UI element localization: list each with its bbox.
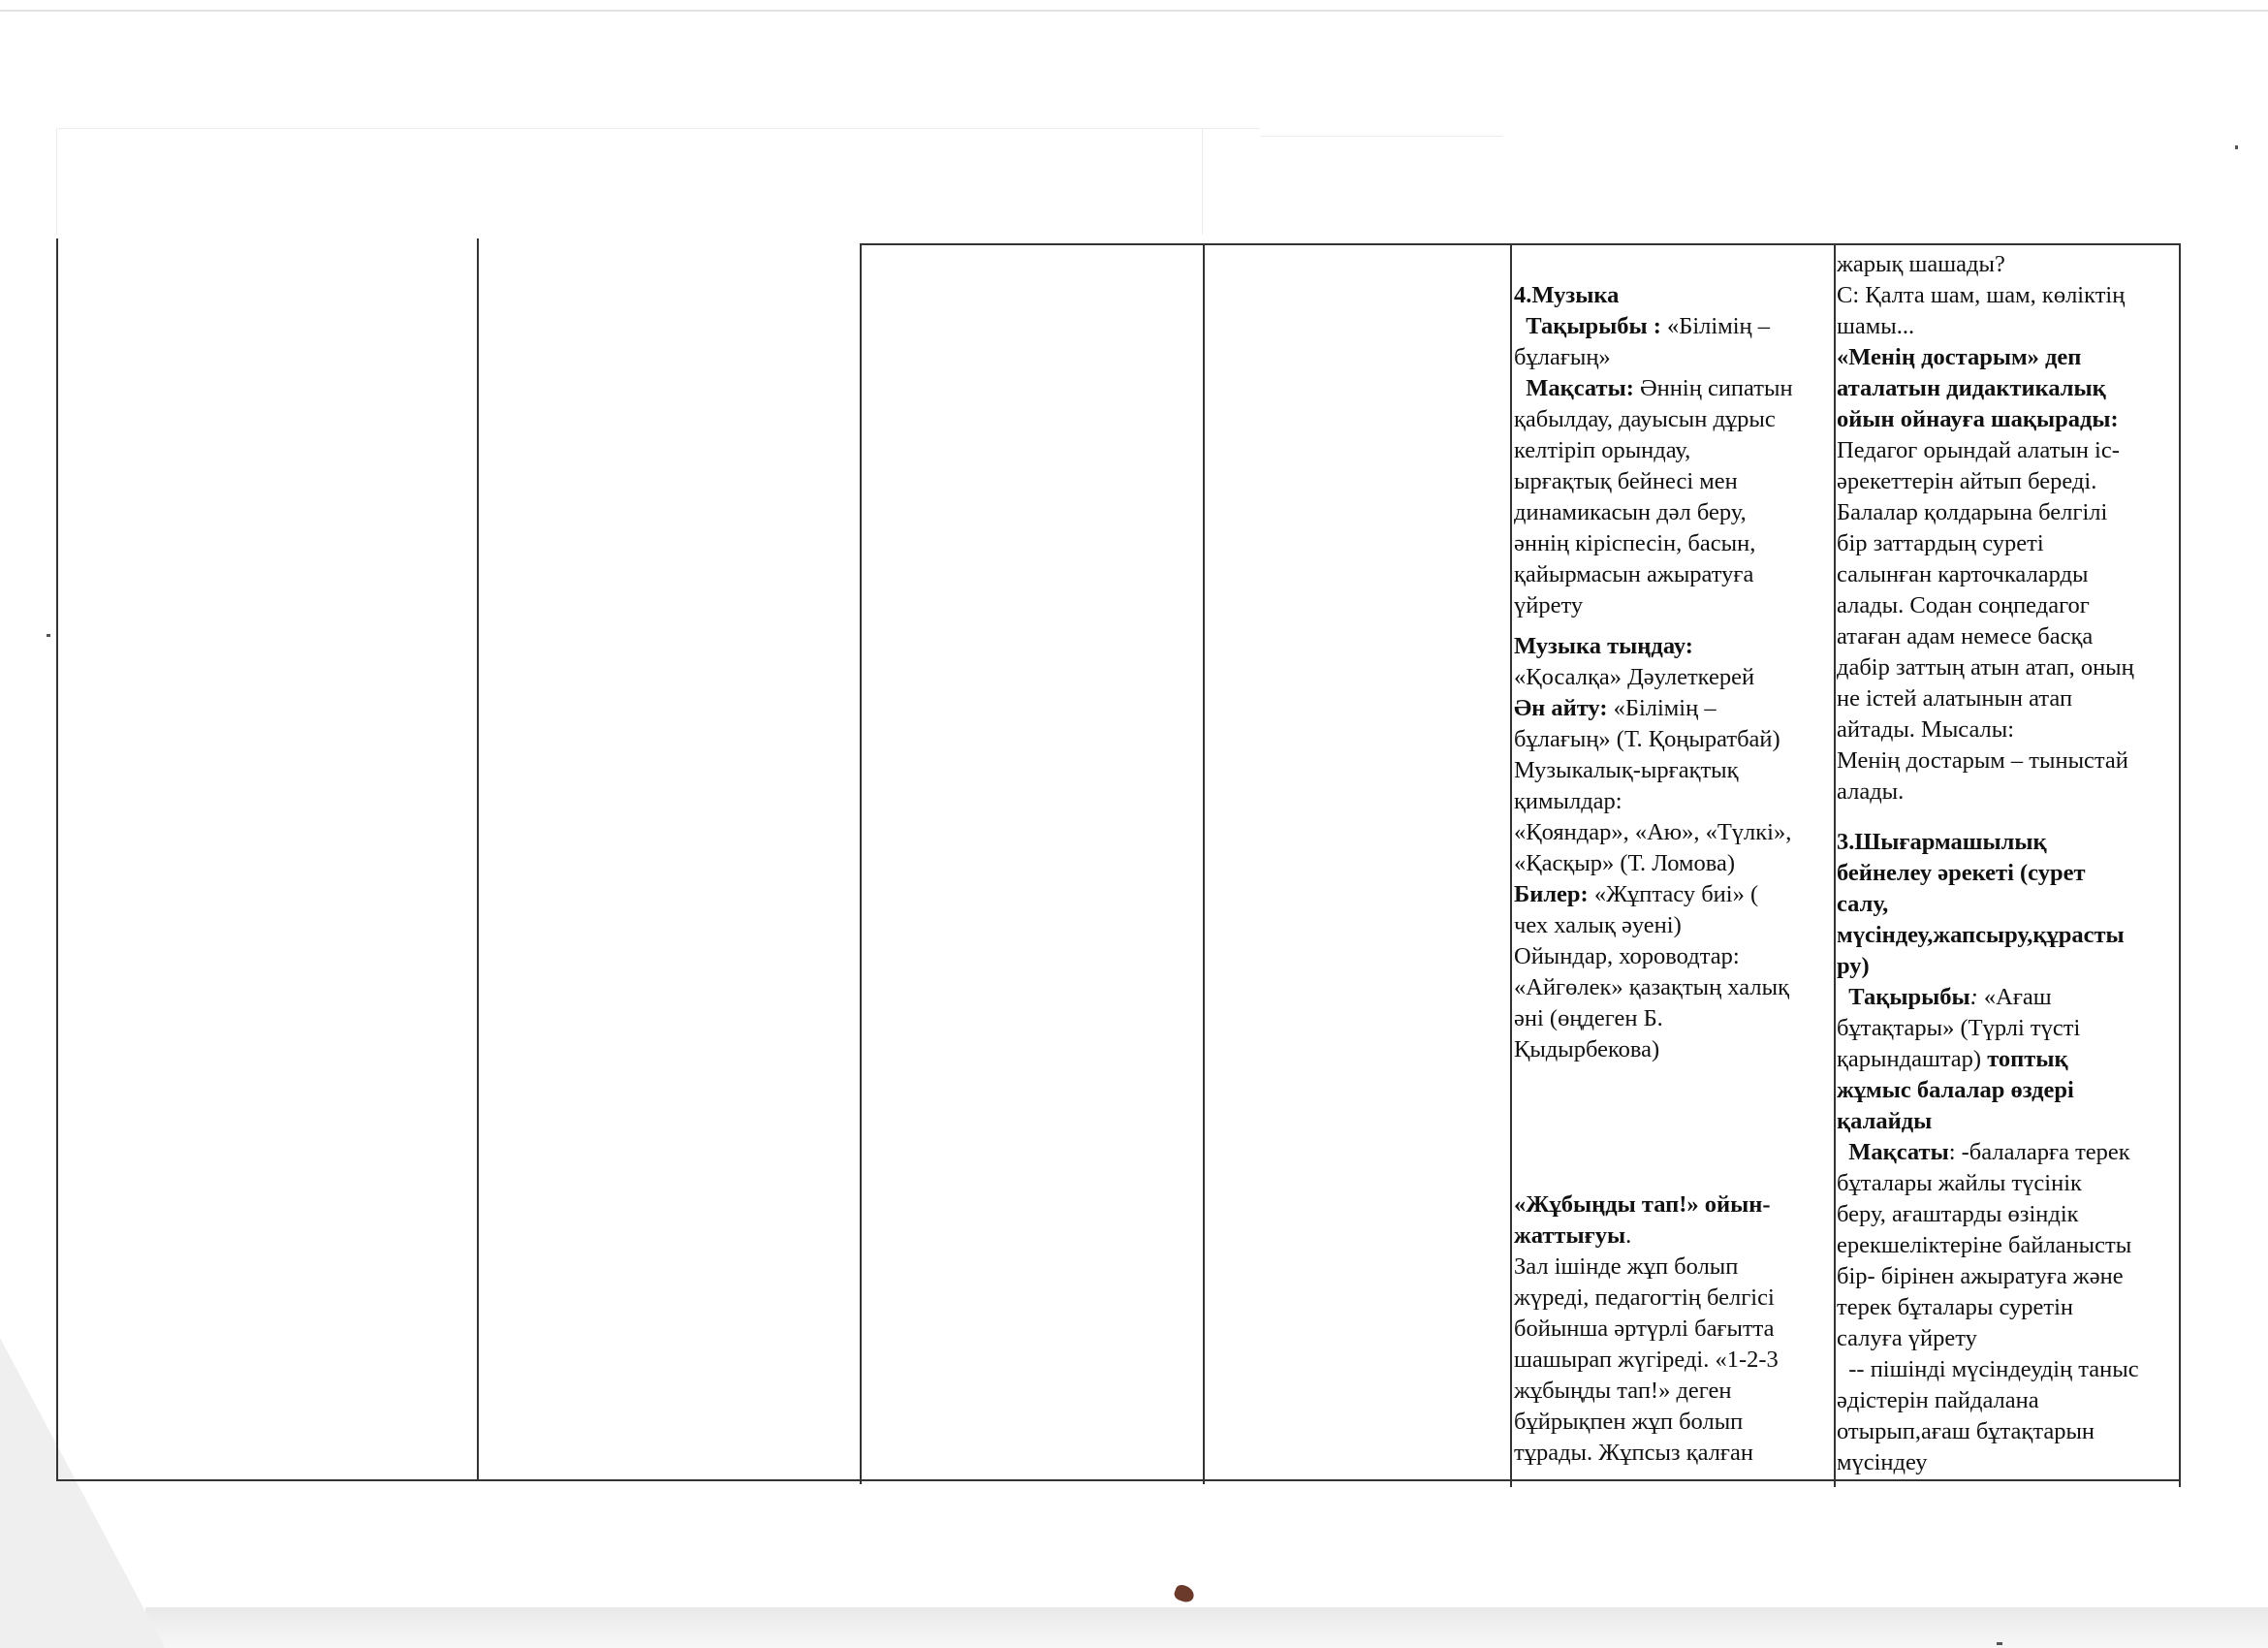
activities-plan-cell — [1837, 249, 2139, 1478]
art-heading-line: бейнелеу әрекеті (сурет — [1837, 860, 2086, 886]
table-column-divider — [1203, 243, 1205, 1484]
singing-value: «Білімің – — [1613, 695, 1717, 721]
table-bottom-border — [56, 1479, 2181, 1481]
table-column-divider — [1510, 243, 1512, 1487]
exercise-title-dot: . — [1625, 1222, 1632, 1249]
game-line: атаған адам немесе басқа — [1837, 623, 2094, 650]
art-topic-colon: : — [1969, 984, 1978, 1010]
exercise-line: Зал ішінде жұп болып — [1514, 1253, 1739, 1280]
art-heading-line: салу, — [1837, 891, 1889, 917]
game-line: салынған карточкаларды — [1837, 561, 2089, 587]
art-goal-label: Мақсаты — [1848, 1139, 1949, 1165]
game-line: алады. Содан соңпедагог — [1837, 592, 2090, 618]
dance-value-continued: чех халық әуені) — [1514, 912, 1682, 938]
topic-value: «Білімің – — [1667, 313, 1770, 339]
table-column-divider — [1834, 245, 1836, 1487]
game-line: не істей алатынын атап — [1837, 685, 2073, 712]
art-topic-line: бұтақтары» (Түрлі түсті — [1837, 1015, 2081, 1041]
singing-value-continued: бұлағың» (Т. Қоңыратбай) — [1514, 726, 1780, 752]
goal-text-line: қабылдау, дауысын дұрыс — [1514, 406, 1776, 432]
art-group-line: жұмыс балалар өздері — [1837, 1077, 2074, 1103]
games-line: Ойындар, хороводтар: — [1514, 943, 1740, 969]
art-goal-line: салуға үйрету — [1837, 1325, 1977, 1351]
art-goal-line: -- пішінді мүсіндеудің таныс — [1837, 1356, 2139, 1382]
table-border-right — [2179, 245, 2181, 1487]
music-heading: 4.Музыка — [1514, 282, 1620, 308]
game-title-line: аталатын дидактикалық — [1837, 375, 2106, 401]
game-title-line: «Менің достарым» деп — [1837, 344, 2082, 370]
game-line: бір заттардың суреті — [1837, 530, 2044, 556]
goal-text-line: әннің кіріспесін, басын, — [1514, 530, 1756, 556]
goal-label: Мақсаты: — [1526, 375, 1634, 401]
games-line: Қыдырбекова) — [1514, 1036, 1660, 1062]
intro-line: шамы... — [1837, 313, 1915, 339]
game-line: Педагог орындай алатын іс- — [1837, 437, 2120, 463]
art-topic-value: «Ағаш — [1977, 984, 2052, 1010]
movement-line: қимылдар: — [1514, 788, 1622, 814]
topic-value-continued: бұлағың» — [1514, 344, 1611, 370]
art-topic-materials: қарындаштар) — [1837, 1046, 1988, 1072]
exercise-title-continued: жаттығуы — [1514, 1222, 1626, 1249]
exercise-line: бойынша әртүрлі бағытта — [1514, 1315, 1775, 1342]
table-column-divider — [477, 238, 479, 1481]
game-line: Менің достарым – тыныстай — [1837, 747, 2128, 774]
game-line: Балалар қолдарына белгілі — [1837, 499, 2108, 525]
bleed-through-line — [56, 128, 57, 235]
goal-text-line: келтіріп орындау, — [1514, 437, 1691, 463]
singing-label: Ән айту: — [1514, 695, 1608, 721]
intro-line: С: Қалта шам, шам, көліктің — [1837, 282, 2126, 308]
art-heading-line: ру) — [1837, 953, 1870, 979]
scan-speck — [47, 634, 50, 637]
goal-text-line: қайырмасын ажыратуға — [1514, 561, 1754, 587]
art-goal-line: бұталары жайлы түсінік — [1837, 1170, 2082, 1196]
scan-speck — [2235, 145, 2238, 149]
art-goal-line: беру, ағаштарды өзіндік — [1837, 1201, 2079, 1227]
bleed-through-line — [1260, 136, 1502, 137]
game-title-line: ойын ойнауға шақырады: — [1837, 406, 2119, 432]
art-goal-line: ерекшеліктеріне байланысты — [1837, 1232, 2132, 1258]
scan-bottom-edge — [145, 1607, 2268, 1648]
art-goal-line: әдістерін пайдалана — [1837, 1387, 2039, 1413]
exercise-line: бұйрықпен жұп болып — [1514, 1409, 1744, 1435]
art-goal-line: бір- бірінен ажыратуға және — [1837, 1263, 2124, 1289]
exercise-title: «Жұбыңды тап!» ойын- — [1514, 1191, 1771, 1218]
movement-line: Музыкалық-ырғақтық — [1514, 757, 1739, 783]
game-line: дабір заттың атын атап, оның — [1837, 654, 2134, 681]
art-goal-text: : -балаларға терек — [1948, 1139, 2130, 1165]
exercise-line: жүреді, педагогтің белгісі — [1514, 1284, 1775, 1311]
goal-text-line: үйрету — [1514, 592, 1584, 618]
art-heading-line: мүсіндеу,жапсыру,құрасты — [1837, 922, 2125, 948]
goal-text: Әннің сипатын — [1639, 375, 1793, 401]
bleed-through-line — [1202, 128, 1203, 235]
movement-line: «Қояндар», «Аю», «Түлкі», — [1514, 819, 1792, 845]
exercise-line: шашырап жүгіреді. «1-2-3 — [1514, 1347, 1779, 1373]
table-column-divider — [860, 243, 862, 1484]
goal-text-line: ырғақтық бейнесі мен — [1514, 468, 1738, 494]
art-heading-line: 3.Шығармашылық — [1837, 829, 2047, 855]
art-goal-line: мүсіндеу — [1837, 1449, 1928, 1475]
scan-speck — [1997, 1642, 2002, 1645]
goal-text-line: динамикасын дәл беру, — [1514, 499, 1747, 525]
exercise-line: тұрады. Жұпсыз қалған — [1514, 1440, 1753, 1466]
game-line: алады. — [1837, 778, 1905, 805]
listening-value: «Қосалқа» Дәулеткерей — [1514, 664, 1755, 690]
scan-top-edge — [0, 10, 2268, 12]
intro-line: жарық шашады? — [1837, 251, 2005, 277]
art-group-line: қалайды — [1837, 1108, 1933, 1134]
listening-label: Музыка тыңдау: — [1514, 633, 1693, 659]
game-line: әрекеттерін айтып береді. — [1837, 468, 2097, 494]
movement-line: «Қасқыр» (Т. Ломова) — [1514, 850, 1736, 876]
game-line: айтады. Мысалы: — [1837, 716, 2015, 743]
art-goal-line: отырып,ағаш бұтақтарын — [1837, 1418, 2095, 1444]
art-group-label: топтық — [1987, 1046, 2068, 1072]
art-topic-label: Тақырыбы — [1848, 984, 1970, 1010]
games-line: «Айгөлек» қазақтың халық — [1514, 974, 1789, 1000]
music-plan-cell — [1514, 280, 1793, 1469]
table-top-border — [860, 243, 2181, 245]
dance-label: Билер: — [1514, 881, 1589, 907]
games-line: әні (өңдеген Б. — [1514, 1005, 1663, 1031]
art-goal-line: терек бұталары суретін — [1837, 1294, 2074, 1320]
dance-value: «Жұптасу биі» ( — [1593, 881, 1759, 907]
exercise-line: жұбыңды тап!» деген — [1514, 1378, 1732, 1404]
table-border-left — [56, 238, 58, 1481]
topic-label: Тақырыбы : — [1526, 313, 1661, 339]
bleed-through-line — [58, 128, 1260, 129]
